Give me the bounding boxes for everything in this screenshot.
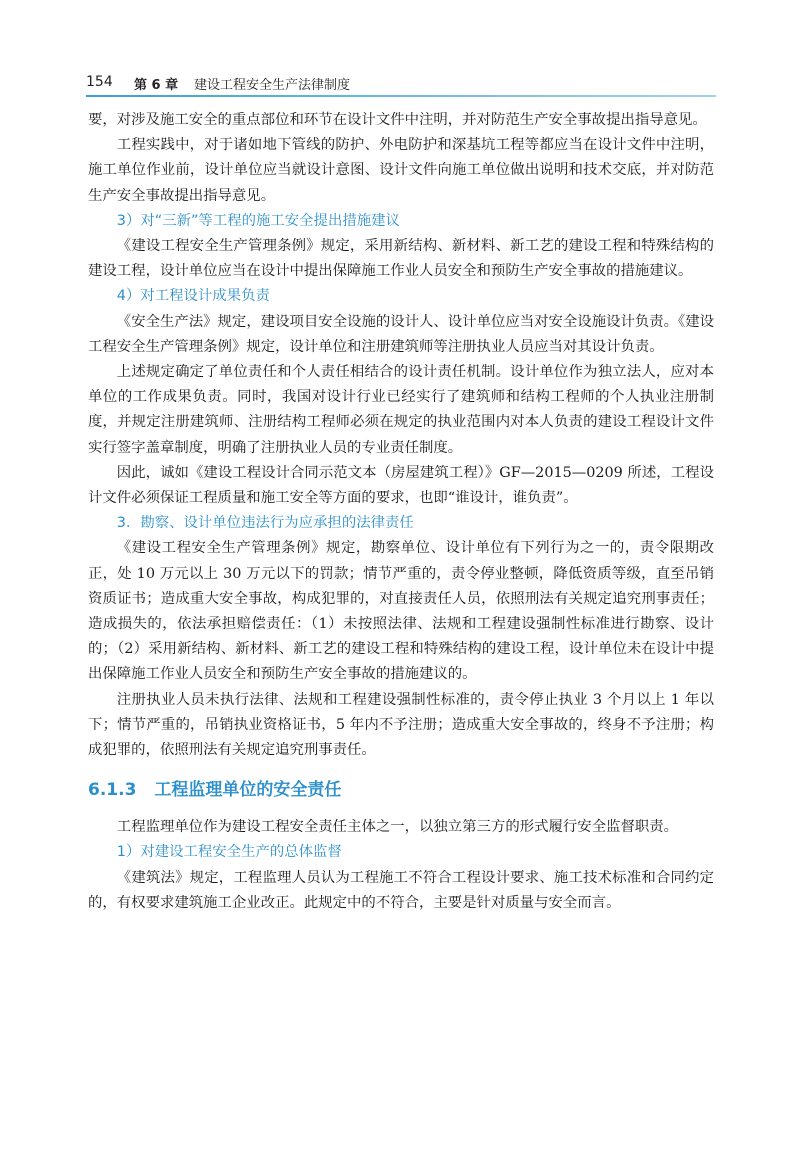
page-header xyxy=(86,70,716,98)
subheading: 3）对“三新”等工程的施工安全提出措施建议 xyxy=(116,212,400,229)
page-body xyxy=(88,108,714,916)
paragraph: 《建设工程安全生产管理条例》规定，采用新结构、新材料、新工艺的建设工程和特殊结构的建设工程，设计单位应当在设计中提出保障施工作业人员安全和预防生产安全事故的措施建议。 xyxy=(88,238,714,280)
paragraph: 工程实践中，对于诸如地下管线的防护、外电防护和深基坑工程等都应当在设计文件中注明，施工单位作业前，设计单位应当就设计意图、设计文件向施工单位做出说明和技术交底，并对防范生产安全事故提出指导意见。 xyxy=(88,137,714,204)
header-rule xyxy=(86,95,716,97)
chapter-title: 建设工程安全生产法律制度 xyxy=(194,78,351,93)
subheading: 4）对工程设计成果负责 xyxy=(116,288,270,305)
paragraph: 因此，诚如《建设工程设计合同示范文本（房屋建筑工程）》GF—2015—0209 所述，工程设计文件必须保证工程质量和施工安全等方面的要求，也即“谁设计，谁负责”。 xyxy=(88,464,714,507)
paragraph: 上述规定确定了单位责任和个人责任相结合的设计责任机制。设计单位作为独立法人，应对本单位的工作成果负责。同时，我国对设计行业已经实行了建筑师和结构工程师的个人执业注册制度，并规定注册建筑师、注册结构工程师必须在规定的执业范围内对本人负责的建设工程设计文件实行签字盖章制度，明确了注册执业人员的专业责任制度。 xyxy=(88,364,714,456)
chapter-label: 第 6 章 xyxy=(134,78,179,93)
paragraph: 注册执业人员未执行法律、法规和工程建设强制性标准的，责令停止执业 3 个月以上 1 年以下；情节严重的，吊销执业资格证书，5 年内不予注册；造成重大安全事故的，终身不予注册；构成犯罪的，依照刑法有关规定追究刑事责任。 xyxy=(88,691,714,759)
paragraph: 《建筑法》规定，工程监理人员认为工程施工不符合工程设计要求、施工技术标准和合同约定的，有权要求建筑施工企业改正。此规定中的不符合，主要是针对质量与安全而言。 xyxy=(88,869,714,911)
page-number: 154 xyxy=(86,74,113,90)
section-number: 6.1.3 xyxy=(88,780,137,801)
paragraph: 工程监理单位作为建设工程安全责任主体之一，以独立第三方的形式履行安全监督职责。 xyxy=(116,819,679,836)
section-title: 工程监理单位的安全责任 xyxy=(154,780,342,801)
paragraph: 《安全生产法》规定，建设项目安全设施的设计人、设计单位应当对安全设施设计负责。《建设工程安全生产管理条例》规定，设计单位和注册建筑师等注册执业人员应当对其设计负责。 xyxy=(88,313,715,355)
section-heading xyxy=(88,777,714,803)
paragraph: 要，对涉及施工安全的重点部位和环节在设计文件中注明，并对防范生产安全事故提出指导意见。 xyxy=(88,112,707,128)
subheading: 3．勘察、设计单位违法行为应承担的法律责任 xyxy=(116,515,414,532)
subheading: 1）对建设工程安全生产的总体监督 xyxy=(116,844,342,861)
paragraph: 《建设工程安全生产管理条例》规定，勘察单位、设计单位有下列行为之一的，责令限期改正，处 10 万元以上 30 万元以下的罚款；情节严重的，责令停业整顿，降低资质等级，直至吊销资质证书；造成重大安全事故，构成犯罪的，对直接责任人员，依照刑法有关规定追究刑事责任；造成损失的，依法承担赔偿责任：（1）未按照法律、法规和工程建设强制性标准进行勘察、设计的；（2）采用新结构、新材料、新工艺的建设工程和特殊结构的建设工程，设计单位未在设计中提出保障施工作业人员安全和预防生产安全事故的措施建议的。 xyxy=(88,540,714,683)
